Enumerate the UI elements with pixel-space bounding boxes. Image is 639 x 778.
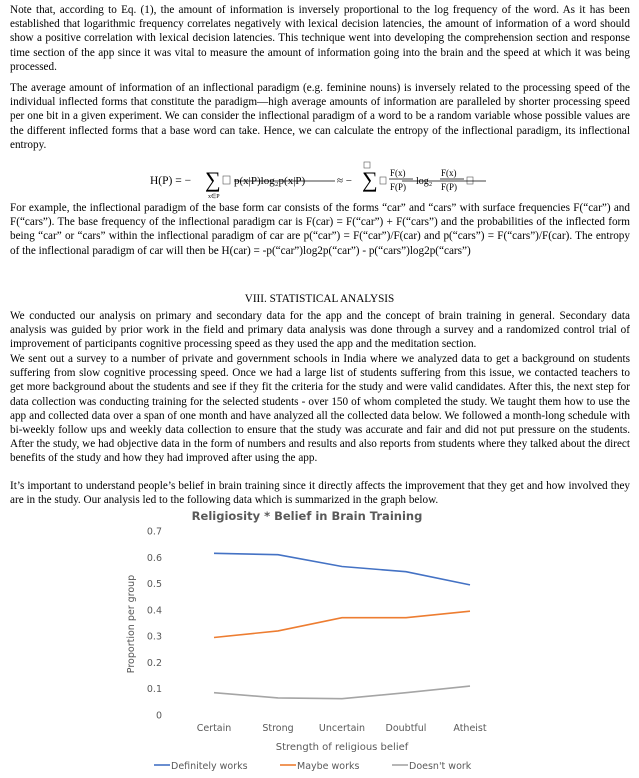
placeholder-box-1 bbox=[223, 176, 230, 184]
fraction-1-denominator: F(P) bbox=[390, 182, 407, 192]
fraction-2-denominator: F(P) bbox=[441, 182, 458, 192]
formula-lhs: H(P) = − bbox=[150, 175, 192, 187]
x-tick-label: Atheist bbox=[453, 723, 487, 734]
religiosity-belief-chart bbox=[112, 504, 532, 778]
y-tick-label: 0.2 bbox=[146, 657, 162, 669]
x-tick-label: Strong bbox=[262, 723, 294, 734]
fraction-1-numerator: F(x) bbox=[390, 168, 406, 178]
paragraph-analysis-overview: We conducted our analysis on primary and secondary data for the app and the concept of brain training in general. Secondary data analysis was guided by prior work in the field and primary data analysis was done through a survey and a randomized control trial of improvement of participants cognitive processing speed as they used the app and the meditation section. bbox=[10, 310, 630, 351]
sum-symbol-2: ∑ bbox=[362, 167, 378, 192]
x-tick-label: Doubtful bbox=[385, 723, 427, 734]
x-tick-label: Uncertain bbox=[318, 723, 366, 734]
chart-title: Religiosity * Belief in Brain Training bbox=[191, 509, 423, 523]
y-tick-label: 0.4 bbox=[146, 605, 162, 617]
section-heading: VIII. STATISTICAL ANALYSIS bbox=[244, 293, 395, 305]
formula-term: p(x|P)log₂p(x|P) bbox=[234, 175, 306, 187]
paragraph-inflectional-paradigm: The average amount of information of an inflectional paradigm (e.g. feminine nouns) is inversely related to the processing speed of the individual inflected forms that constitute the paradigm—high average amounts of information are paralleled by shorter processing speed per one bit in a given experiment. We can consider the inflectional paradigm of a word to be a random variable whose possible values are the different inflected forms that a base word can take. Hence, we can calculate the entropy of the inflectional paradigm, its inflectional entropy. bbox=[10, 82, 630, 151]
paragraph-survey-method: We sent out a survey to a number of private and government schools in India where we analyzed data to get a background on students suffering from slow cognitive processing speed. Once we had a large list of students suffering from this issue, we contacted teachers to get more background about the students and see if they fit the criteria for the study and were valid candidates. After this, the next step for data collection was conducting training for the selected students - over 150 of whom completed the study. We taught them how to use the app and collected data over a span of one month and have analyzed all the collected data below. We followed a month-long schedule with bi-weekly follow ups and weekly data collection to ensure that the study was accurate and fair and did not put pressure on the students. After the study, we had objective data in the form of numbers and results and also reports from students where they talked about the direct benefits of the study and how they had improved after using the app. bbox=[10, 353, 630, 465]
legend-label: Definitely works bbox=[171, 761, 248, 772]
formula-log: log₂ bbox=[416, 176, 433, 187]
y-tick-label: 0.1 bbox=[146, 684, 162, 696]
y-tick-label: 0.6 bbox=[146, 552, 162, 564]
sum-symbol-1: ∑ bbox=[205, 167, 221, 192]
y-tick-label: 0.7 bbox=[146, 526, 162, 538]
series-line-doesn-t-work bbox=[214, 686, 470, 699]
series-line-definitely-works bbox=[214, 553, 470, 585]
legend-label: Doesn't work bbox=[409, 761, 472, 772]
paragraph-information-log-frequency: Note that, according to Eq. (1), the amount of information is inversely proportional to the log frequency of the word. As it has been established that logarithmic frequency correlates negatively with lexical decision latencies, the amount of information of a word should show a positive correlation with lexical decision latencies. This technique went into developing the comprehension section and response time section of the app since it was vital to measure the amount of information going into the brain and the speed at which it was being processed. bbox=[10, 4, 630, 73]
entropy-formula bbox=[150, 160, 490, 200]
x-tick-label: Certain bbox=[196, 723, 232, 734]
y-axis-label: Proportion per group bbox=[126, 574, 137, 674]
paragraph-car-example: For example, the inflectional paradigm of the base form car consists of the forms “car” and “cars” with surface frequencies F(“car”) and F(“cars”). The base frequency of the inflectional paradigm car is F(car) = F(“car”) + F(“cars”) and the probabilities of the inflected form being “car” or “cars” within the inflectional paradigm of car are p(“car”) = F(“car”)/F(car) and p(“cars”) = F(“cars”)/F(car). The entropy of the inflectional paradigm of car will then be H(car) = -p(“car”)log2p(“car”) - p(“cars”)log2p(“cars”) bbox=[10, 202, 630, 257]
y-tick-label: 0.5 bbox=[146, 579, 162, 591]
legend-label: Maybe works bbox=[297, 761, 360, 772]
formula-approx: ≈ − bbox=[337, 175, 352, 187]
sum-subscript-1: x∈P bbox=[208, 194, 220, 200]
paragraph-belief-intro: It’s important to understand people’s belief in brain training since it directly affects the improvement that they get and how involved they are in the study. Our analysis led to the following data which is summarized in the graph below. bbox=[10, 480, 630, 507]
series-line-maybe-works bbox=[214, 611, 470, 637]
y-tick-label: 0 bbox=[155, 710, 162, 722]
fraction-2-numerator: F(x) bbox=[441, 168, 457, 178]
y-tick-label: 0.3 bbox=[146, 631, 162, 643]
x-axis-label: Strength of religious belief bbox=[275, 742, 409, 753]
